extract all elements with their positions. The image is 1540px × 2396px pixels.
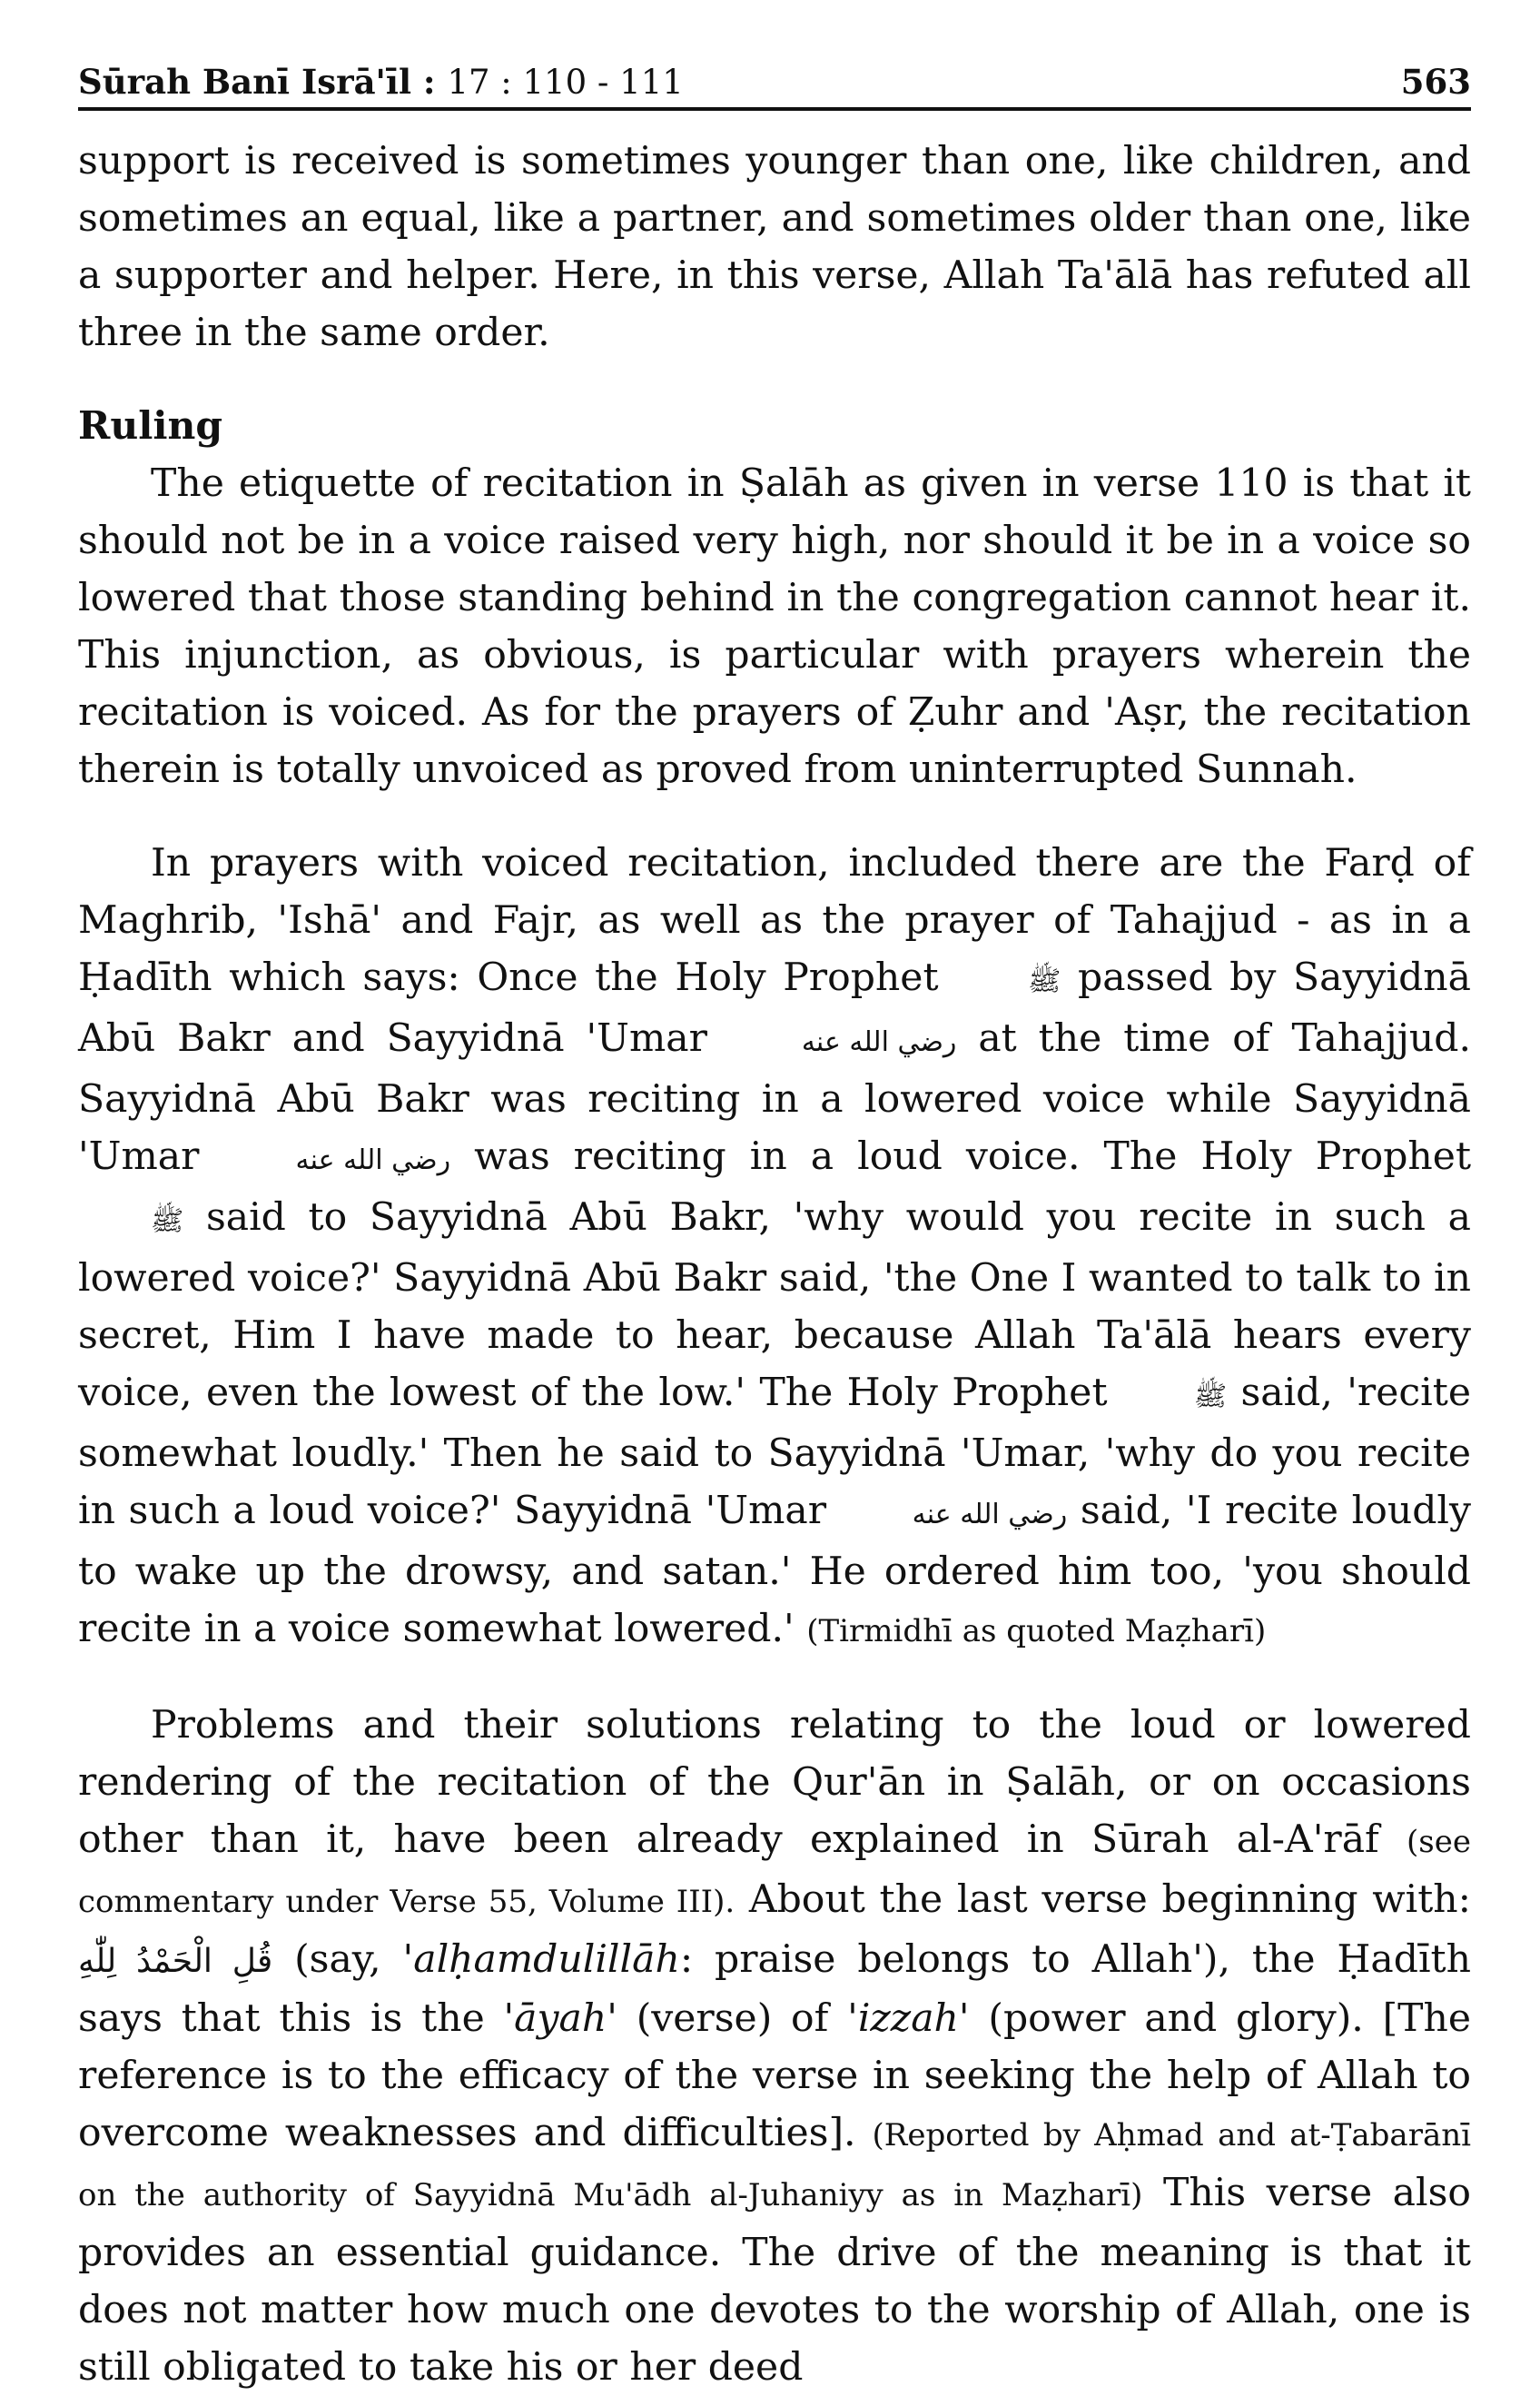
commentary-text-7: This verse also provides an essential guidance. The drive of the meaning is that it does not matter how much one devotes to the worship of Allah, one is still obligated to take his or her deed xyxy=(78,2171,1472,2390)
transliteration: 'alḥamdulillāh xyxy=(402,1937,680,1982)
surah-title: Sūrah Banī Isrā'īl : xyxy=(78,62,436,102)
honorific-saw-icon: ﷺ xyxy=(1193,1381,1228,1412)
intro-paragraph: support is received is sometimes younger than one, like children, and sometimes an equal, like a partner, and sometimes older than one, like a supporter and helper. Here, in this verse, Allah Ta'ālā has refuted all three in the same order. xyxy=(78,139,1471,355)
section-heading: Ruling xyxy=(78,403,223,449)
term-izzah: 'izzah' xyxy=(847,1996,970,2041)
hadith-text-3: at the time of Tahajjud. Sayyidnā Abū Bakr was reciting in a lowered voice while Sayyidnā 'Umar xyxy=(78,1016,1471,1179)
hadith-text-4: was reciting in a loud voice. The Holy Prophet xyxy=(474,1134,1472,1179)
honorific-ra-icon: رضي الله عنه xyxy=(912,1499,1068,1530)
arabic-verse: قُلِ الْحَمْدُ لِلّٰهِ xyxy=(78,1943,273,1980)
commentary-text-3: (say, xyxy=(294,1937,381,1982)
header-rule xyxy=(78,107,1471,111)
commentary-citation-1: (see commentary under Verse 55, Volume III). xyxy=(78,1824,1472,1920)
hadith-text-6: said, 'recite somewhat loudly.' Then he said to Sayyidnā 'Umar, 'why do you recite in such a loud voice?' Sayyidnā 'Umar xyxy=(78,1371,1471,1533)
commentary-paragraph xyxy=(78,1697,1471,2396)
hadith-paragraph xyxy=(78,835,1471,1660)
honorific-ra-icon: رضي الله عنه xyxy=(801,1026,957,1058)
hadith-text-7: said, 'I recite loudly to wake up the drowsy, and satan.' He ordered him too, 'you should recite in a voice somewhat lowered.' xyxy=(78,1489,1472,1651)
hadith-text-1: In prayers with voiced recitation, included there are the Farḍ of Maghrib, 'Ishā' and Fajr, as well as the prayer of Tahajjud - as in a Ḥadīth which says: Once the Holy Prophet xyxy=(78,841,1471,1000)
commentary-text-5: (verse) of xyxy=(636,1996,829,2041)
commentary-text-2: About the last verse beginning with: xyxy=(748,1877,1471,1922)
commentary-text-6: (power and glory). [The reference is to the efficacy of the verse in seeking the help of Allah to overcome weaknesses and difficulties]. xyxy=(78,1996,1472,2155)
honorific-saw-icon: ﷺ xyxy=(151,1205,184,1237)
page-header xyxy=(78,47,1471,102)
hadith-text-5: said to Sayyidnā Abū Bakr, 'why would you recite in such a lowered voice?' Sayyidnā Abū Bakr said, 'the One I wanted to talk to in secret, Him I have made to hear, because Allah Ta'ālā hears every voice, even the lowest of the low.' The Holy Prophet xyxy=(78,1195,1472,1415)
running-head xyxy=(78,62,684,102)
verse-range: 17 : 110 - 111 xyxy=(447,63,684,102)
commentary-text-4: : praise belongs to Allah'), the Ḥadīth says that this is the xyxy=(78,1937,1471,2041)
honorific-saw-icon: ﷺ xyxy=(1028,965,1061,997)
term-ayah: 'āyah' xyxy=(503,1996,617,2041)
honorific-ra-icon: رضي الله عنه xyxy=(295,1144,451,1176)
commentary-citation-2: (Reported by Aḥmad and at-Ṭabarānī on the authority of Sayyidnā Mu'ādh al-Juhaniyy as in Maẓharī) xyxy=(78,2117,1471,2213)
page-number: 563 xyxy=(1400,62,1471,102)
hadith-citation: (Tirmidhī as quoted Maẓharī) xyxy=(806,1613,1267,1649)
hadith-text-2: passed by Sayyidnā Abū Bakr and Sayyidnā 'Umar xyxy=(78,955,1471,1061)
commentary-text-1: Problems and their solutions relating to the loud or lowered rendering of the recitation of the Qur'ān in Ṣalāh, or on occasions other than it, have been already explained in Sūrah al-A'rāf xyxy=(78,1703,1471,1862)
body-text xyxy=(78,133,1471,2396)
ruling-paragraph: The etiquette of recitation in Ṣalāh as given in verse 110 is that it should not be in a voice raised very high, nor should it be in a voice so lowered that those standing behind in the congregation cannot hear it. This injunction, as obvious, is particular with prayers wherein the recitation is voiced. As for the prayers of Ẓuhr and 'Aṣr, the recitation therein is totally unvoiced as proved from uninterrupted Sunnah. xyxy=(78,461,1471,792)
